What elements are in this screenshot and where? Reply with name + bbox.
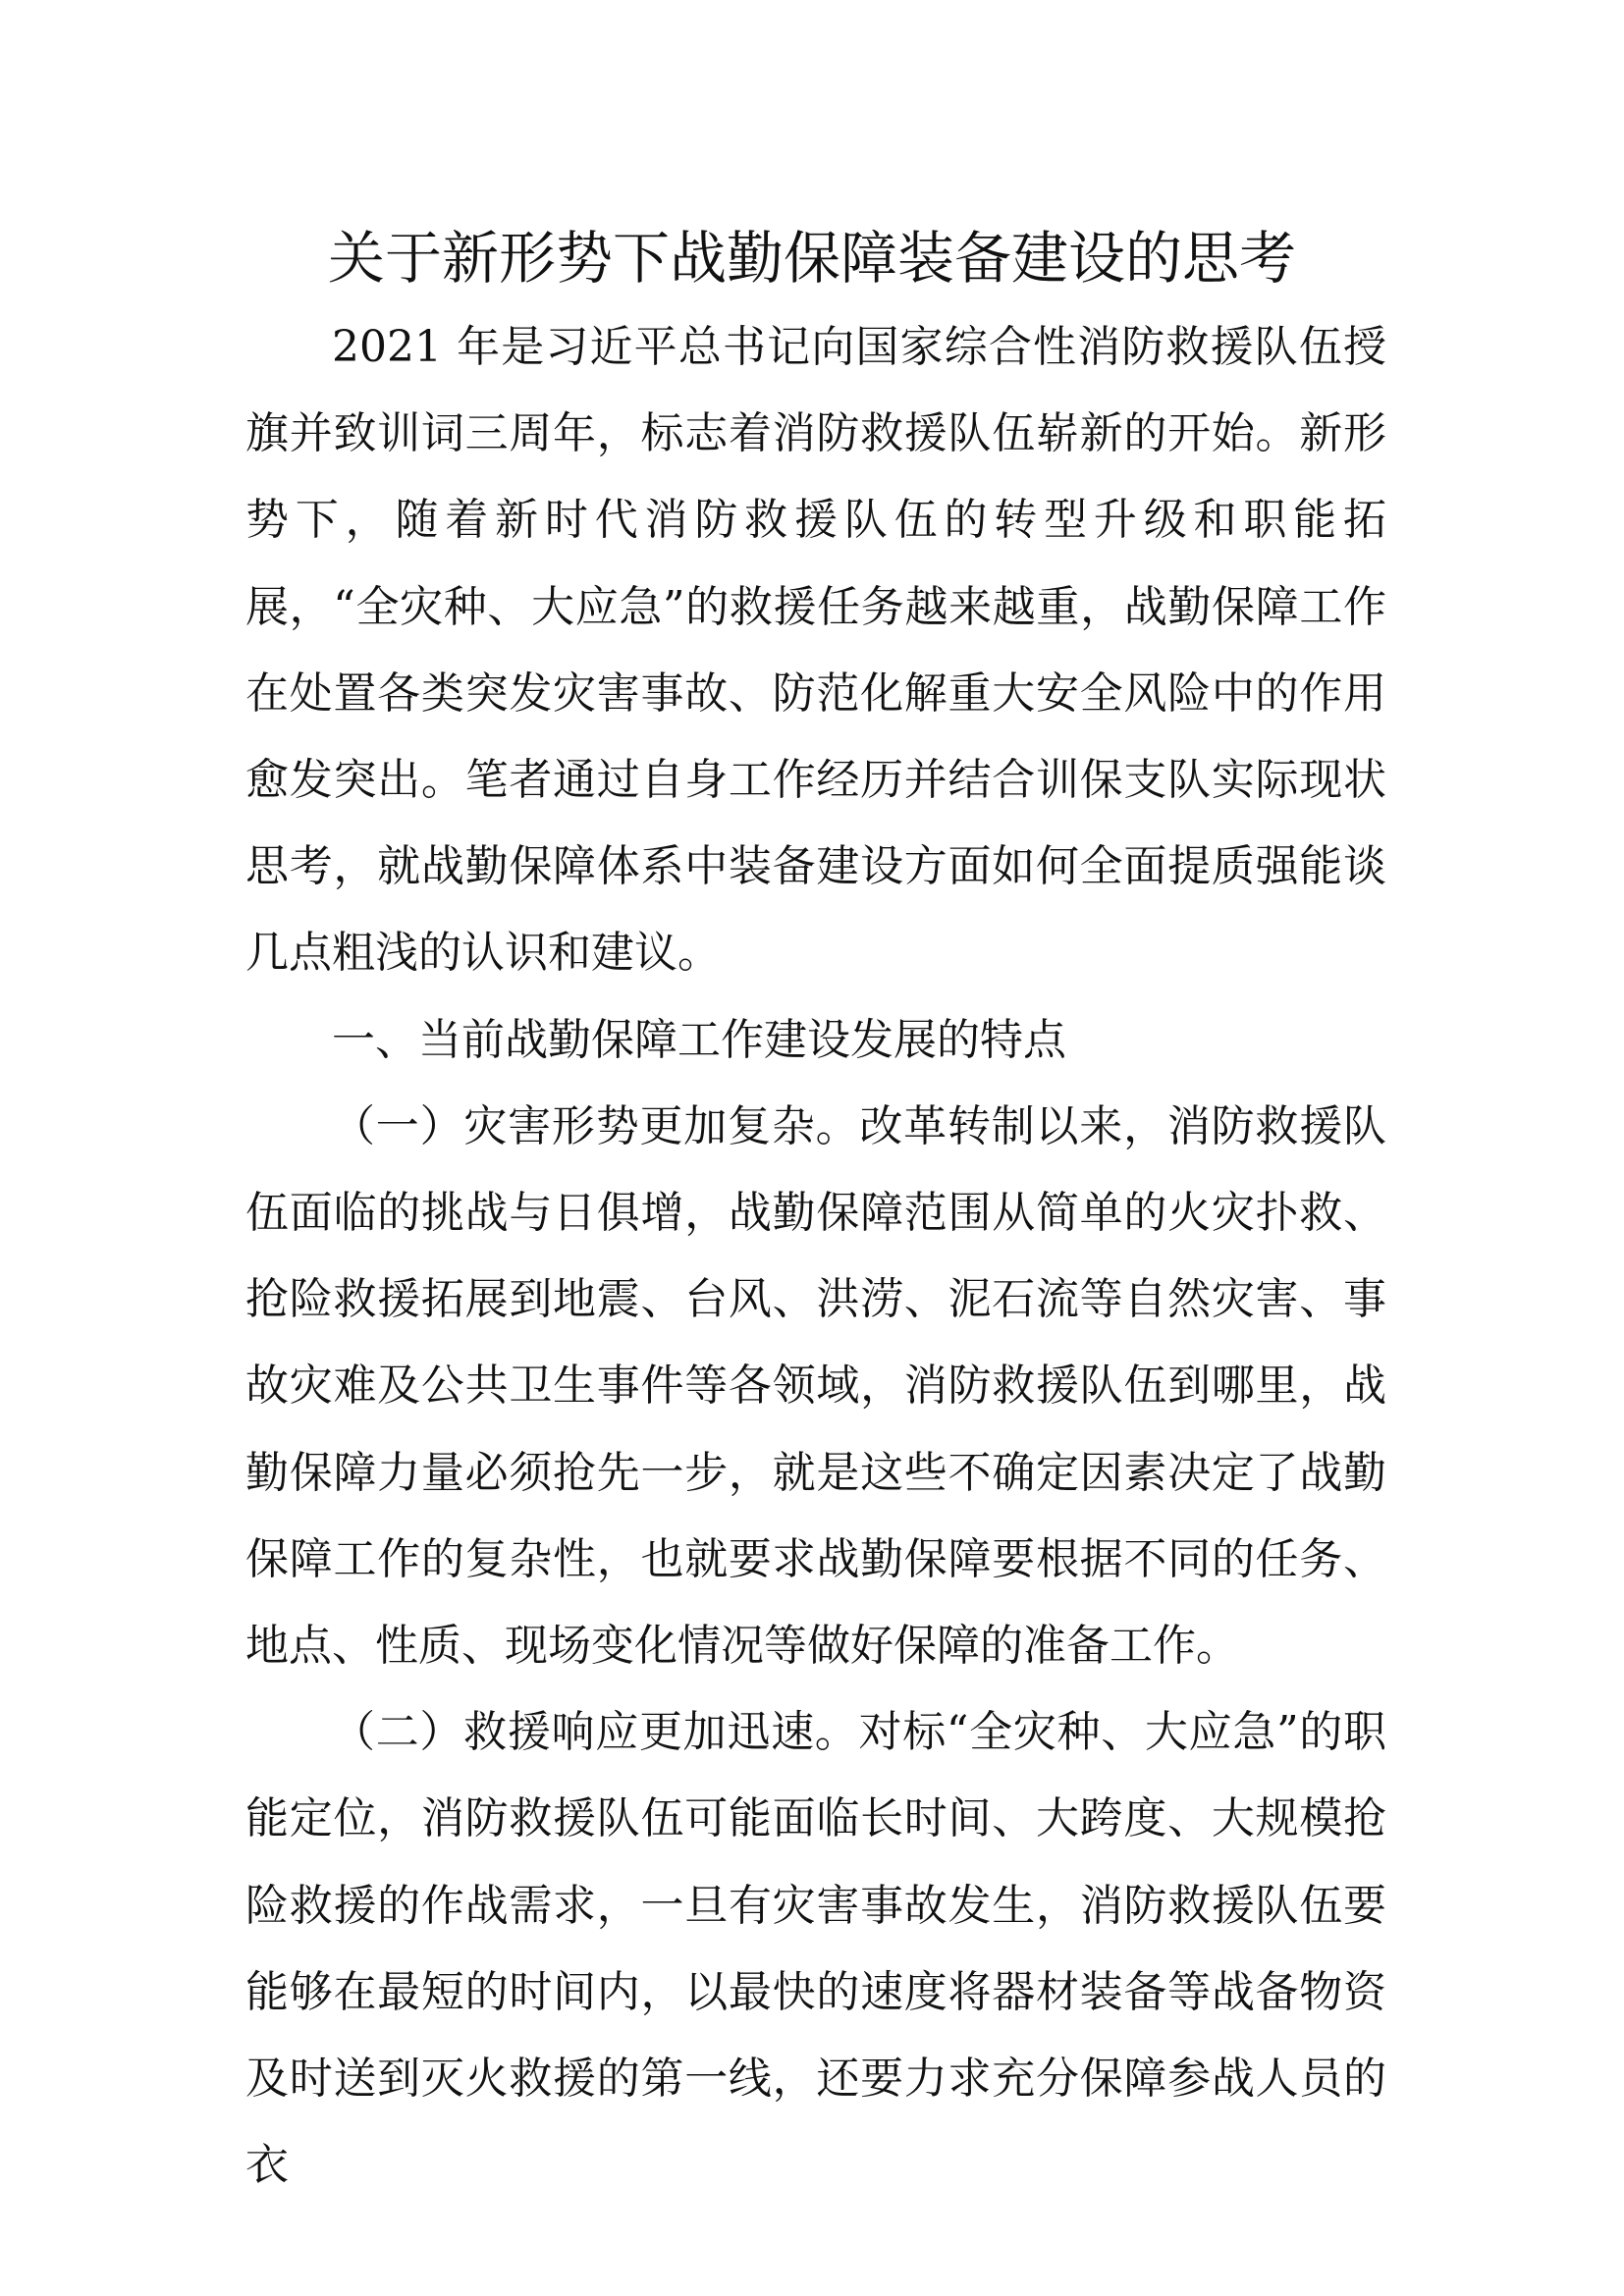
section-heading-1: 一、当前战勤保障工作建设发展的特点	[332, 1014, 1066, 1065]
document-body	[245, 304, 1386, 2209]
intro-paragraph: 2021 年是习近平总书记向国家综合性消防救援队伍授旗并致训词三周年，标志着消防救援队伍崭新的开始。新形势下，随着新时代消防救援队伍的转型升级和职能拓展，“全灾种、大应急”的救援任务越来越重，战勤保障工作在处置各类突发灾害事故、防范化解重大安全风险中的作用愈发突出。笔者通过自身工作经历并结合训保支队实际现状思考，就战勤保障体系中装备建设方面如何全面提质强能谈几点粗浅的认识和建议。	[245, 322, 1386, 979]
subsection-paragraph-1: （一）灾害形势更加复杂。改革转制以来，消防救援队伍面临的挑战与日俱增，战勤保障范围从简单的火灾扑救、抢险救援拓展到地震、台风、洪涝、泥石流等自然灾害、事故灾难及公共卫生事件等各领域，消防救援队伍到哪里，战勤保障力量必须抢先一步，就是这些不确定因素决定了战勤保障工作的复杂性，也就要求战勤保障要根据不同的任务、地点、性质、现场变化情况等做好保障的准备工作。	[245, 1100, 1386, 1672]
subsection-paragraph-2: （二）救援响应更加迅速。对标“全灾种、大应急”的职能定位，消防救援队伍可能面临长时间、大跨度、大规模抢险救援的作战需求，一旦有灾害事故发生，消防救援队伍要能够在最短的时间内，以最快的速度将器材装备等战备物资及时送到灭火救援的第一线，还要力求充分保障参战人员的衣	[245, 1707, 1386, 2191]
document-title: 关于新形势下战勤保障装备建设的思考	[327, 225, 1296, 292]
